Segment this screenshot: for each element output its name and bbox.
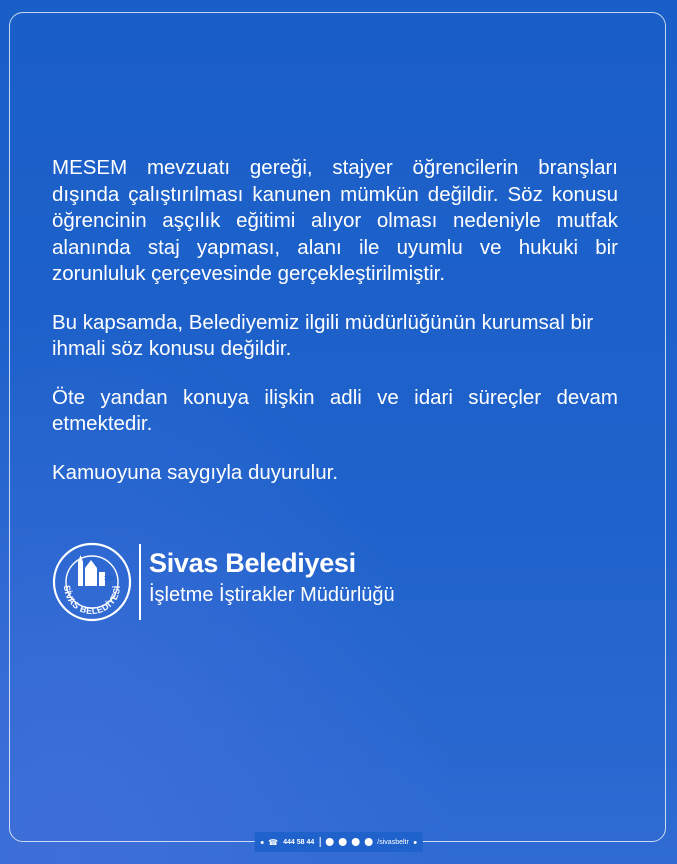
- footer-bar: [0, 832, 677, 852]
- svg-text:1920: 1920: [104, 576, 116, 582]
- footer-separator: [319, 837, 320, 847]
- footer-phone[interactable]: 444 58 44: [283, 838, 315, 846]
- phone-icon: ☎: [268, 837, 279, 847]
- municipality-seal-icon: [52, 542, 132, 622]
- footer-dot-left: [260, 841, 263, 844]
- brand-name: Sivas Belediyesi: [149, 548, 356, 578]
- statement-paragraph-4: Kamuoyuna saygıyla duyurulur.: [52, 460, 339, 484]
- youtube-icon[interactable]: [364, 838, 372, 846]
- footer-contact: [254, 832, 423, 852]
- x-icon[interactable]: [338, 838, 346, 846]
- brand-divider: [139, 544, 141, 620]
- statement-paragraph-2: Bu kapsamda, Belediyemiz ilgili müdürlüğünün kurumsal bir ihmali söz konusu değildir.: [52, 310, 594, 360]
- statement-paragraph-1: MESEM mevzuatı gereği, stajyer öğrencilerin branşları dışında çalıştırılması kanunen mümkün değildir. Söz konusu öğrencinin aşçılık eğitimi alıyor olması nedeniyle mutfak alanında staj yapması, alanı ile uyumlu ve hukuki bir zorunluluk çerçevesinde gerçekleştirilmiştir.: [52, 156, 618, 285]
- facebook-icon[interactable]: [325, 838, 333, 846]
- footer-dot-right: [414, 841, 417, 844]
- instagram-icon[interactable]: [351, 838, 359, 846]
- statement-paragraph-3: Öte yandan konuya ilişkin adli ve idari süreçler devam etmektedir.: [52, 385, 618, 435]
- brand-department: İşletme İştirakler Müdürlüğü: [149, 584, 395, 606]
- svg-text:SİVAS BELEDİYESİ: SİVAS BELEDİYESİ: [61, 584, 123, 617]
- statement-body: [52, 155, 618, 508]
- brand-block: [52, 540, 472, 624]
- footer-social-handle[interactable]: /sivasbeltr: [377, 838, 409, 846]
